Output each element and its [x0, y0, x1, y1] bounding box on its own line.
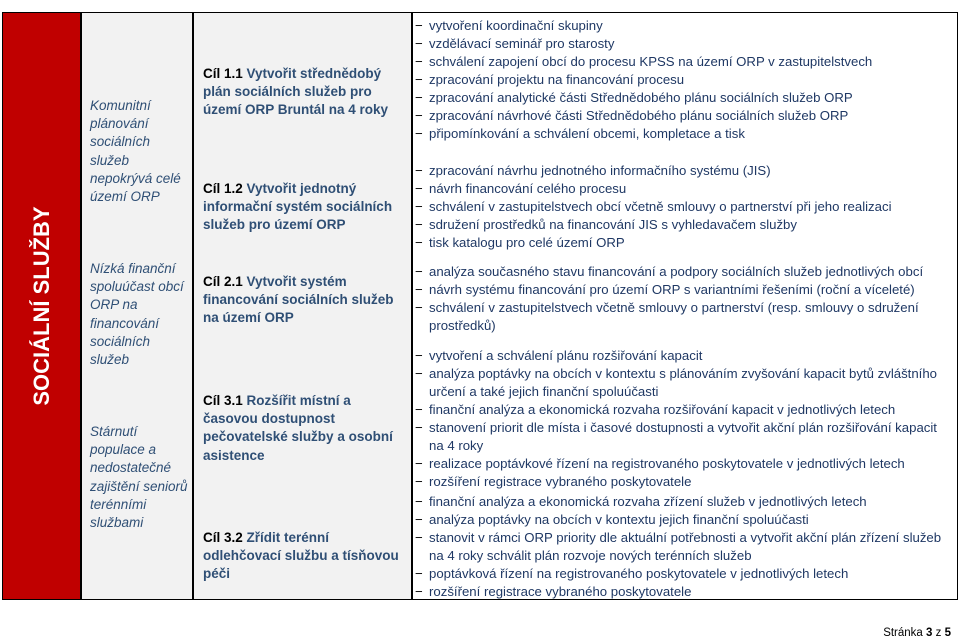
activity-item: − vytvoření koordinační skupiny [413, 17, 953, 35]
problems-column [81, 12, 193, 600]
activity-item: − stanovení priorit dle místa i časové dostupnosti a vytvořit akční plán rozšiřování kapacit na 4 roky [413, 419, 953, 455]
activity-item: − schválení v zastupitelstvech obcí včetně smlouvy o partnerství při jeho realizaci [413, 198, 953, 216]
goal-text: Vytvořit systém financování sociálních služeb na území ORP [203, 274, 394, 326]
page-of: z [935, 627, 942, 639]
activity-item: − zpracování návrhové části Střednědobého plánu sociálních služeb ORP [413, 107, 953, 125]
goal-item [203, 273, 408, 328]
activity-item: − zpracování projektu na financování procesu [413, 71, 953, 89]
activities-block [413, 17, 953, 143]
activity-item: − schválení zapojení obcí do procesu KPSS na území ORP v zastupitelstvech [413, 53, 953, 71]
problem-text: Stárnutí populace a nedostatečné zajištění seniorů terénními službami [90, 424, 188, 531]
activity-item: − připomínkování a schválení obcemi, kompletace a tisk [413, 125, 953, 143]
goal-item [203, 529, 408, 584]
section-column [2, 12, 81, 600]
activity-item: − finanční analýza a ekonomická rozvaha rozšiřování kapacit v jednotlivých letech [413, 401, 953, 419]
activity-item: − zpracování návrhu jednotného informačního systému (JIS) [413, 162, 953, 180]
page-label: Stránka [883, 627, 923, 639]
goal-code: Cíl 3.1 [203, 393, 243, 408]
goal-item [203, 180, 408, 235]
problem-text: Komunitní plánování sociálních služeb nepokrývá celé území ORP [90, 98, 181, 205]
goal-text: Vytvořit střednědobý plán sociálních služeb pro území ORP Bruntál na 4 roky [203, 66, 389, 118]
problem-text: Nízká finanční spoluúčast obcí ORP na financování sociálních služeb [90, 261, 184, 368]
activities-column [412, 12, 958, 600]
goal-code: Cíl 1.2 [203, 181, 243, 196]
activity-item: − rozšíření registrace vybraného poskytovatele [413, 473, 953, 491]
activity-item: − poptávková řízení na registrovaného poskytovatele v jednotlivých letech [413, 565, 953, 583]
activity-item: − finanční analýza a ekonomická rozvaha zřízení služeb v jednotlivých letech [413, 493, 953, 511]
activity-item: − návrh systému financování pro území ORP s variantními řešeními (roční a víceleté) [413, 281, 953, 299]
activity-item: − vytvoření a schválení plánu rozšiřování kapacit [413, 347, 953, 365]
activity-item: − analýza současného stavu financování a podpory sociálních služeb jednotlivých obcí [413, 263, 953, 281]
activity-item: − zpracování analytické části Střednědobého plánu sociálních služeb ORP [413, 89, 953, 107]
page-number [883, 627, 951, 639]
goal-code: Cíl 1.1 [203, 66, 243, 81]
activity-item: − rozšíření registrace vybraného poskytovatele [413, 583, 953, 601]
activity-item: − stanovit v rámci ORP priority dle aktuální potřebnosti a vytvořit akční plán zřízení služeb na 4 roky schválit plán rozvoje nových terénních služeb [413, 529, 953, 565]
goals-column [193, 12, 412, 600]
activity-item: − analýza poptávky na obcích v kontextu jejich finanční spoluúčasti [413, 511, 953, 529]
activities-block [413, 263, 953, 335]
goal-text: Zřídit terénní odlehčovací službu a tísňovou péči [203, 530, 399, 582]
activities-block [413, 347, 953, 491]
activity-item: − schválení v zastupitelstvech včetně smlouvy o partnerství (resp. smlouvy o sdružení prostředků) [413, 299, 953, 335]
total-pages: 5 [944, 627, 951, 639]
goal-code: Cíl 3.2 [203, 530, 243, 545]
activity-item: − sdružení prostředků na financování JIS s vyhledavačem služby [413, 216, 953, 234]
activity-item: − návrh financování celého procesu [413, 180, 953, 198]
current-page: 3 [926, 627, 933, 639]
goal-item [203, 65, 408, 120]
activity-item: − analýza poptávky na obcích v kontextu s plánováním zvyšování kapacit bytů zvláštního určení a také jejich finanční spoluúčasti [413, 365, 953, 401]
goal-item [203, 392, 408, 465]
activity-item: − realizace poptávkové řízení na registrovaného poskytovatele v jednotlivých letech [413, 455, 953, 473]
section-title: SOCIÁLNÍ SLUŽBY [28, 206, 54, 406]
goal-text: Rozšířit místní a časovou dostupnost pečovatelské služby a osobní asistence [203, 393, 393, 463]
activities-block [413, 493, 953, 601]
goal-text: Vytvořit jednotný informační systém sociálních služeb pro území ORP [203, 181, 393, 233]
goal-code: Cíl 2.1 [203, 274, 243, 289]
activity-item: − vzdělávací seminář pro starosty [413, 35, 953, 53]
activity-item: − tisk katalogu pro celé území ORP [413, 234, 953, 252]
activities-block [413, 162, 953, 252]
